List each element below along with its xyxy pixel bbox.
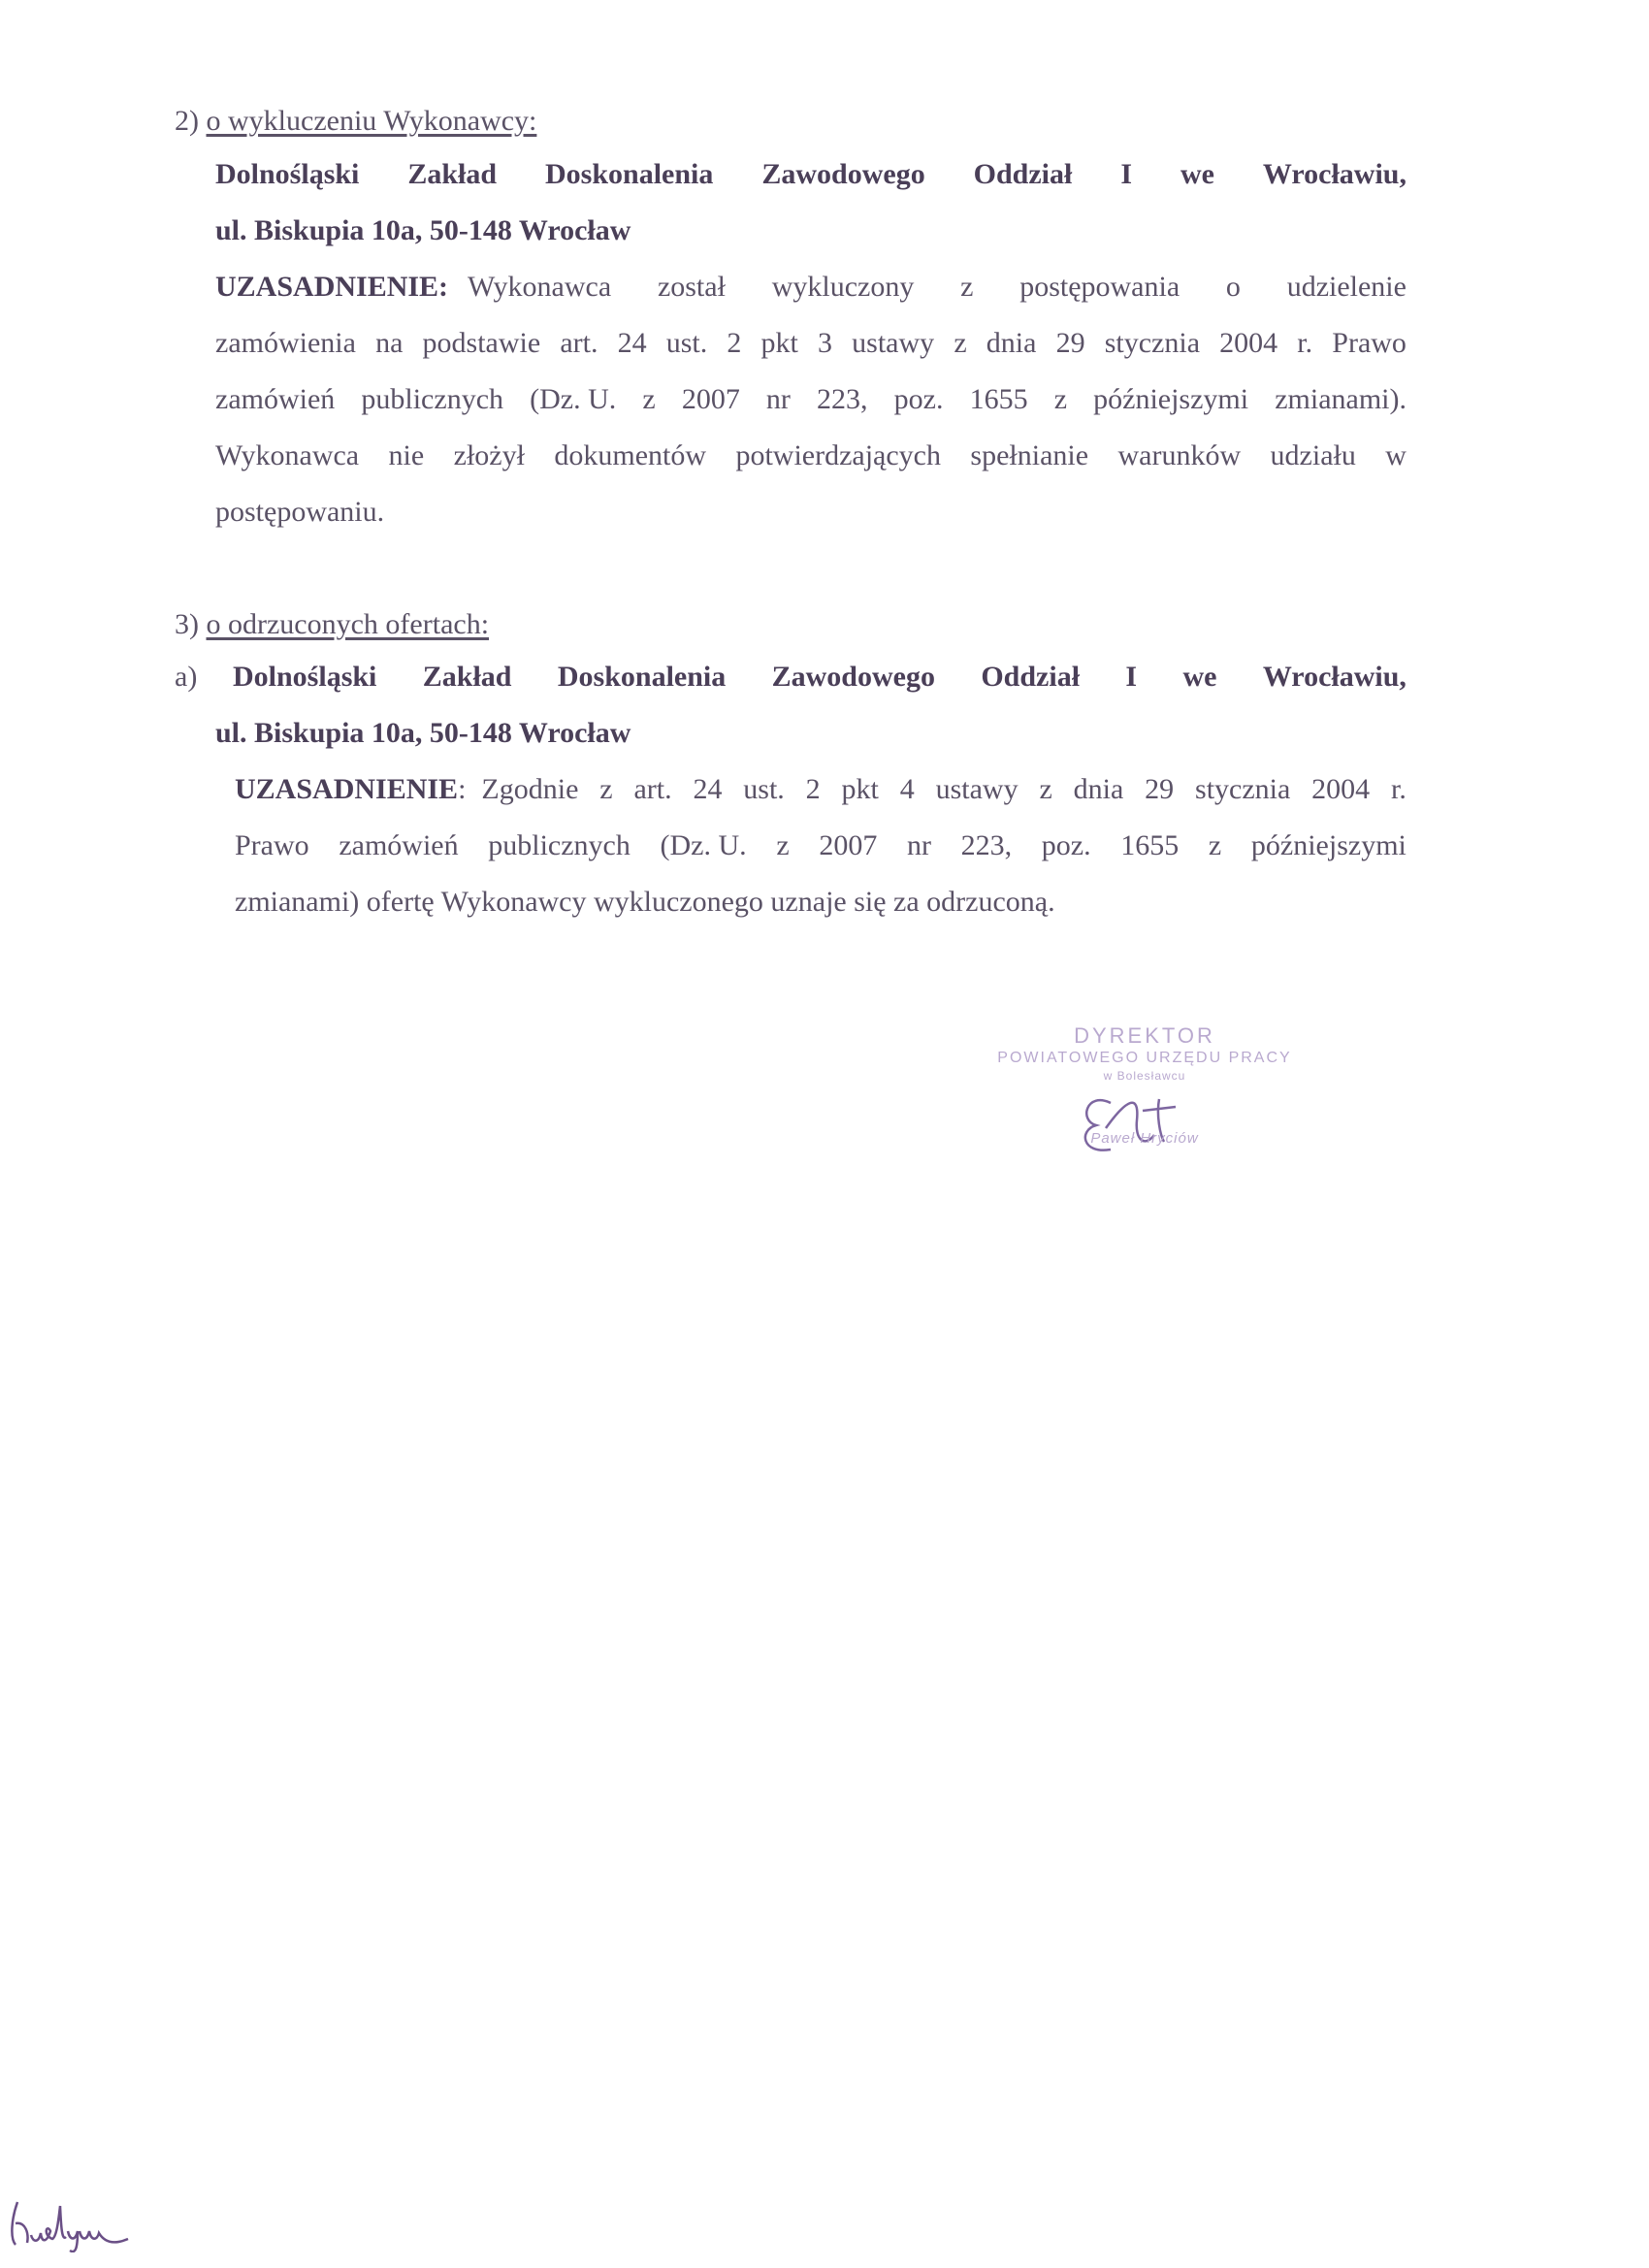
- section-3-heading: [175, 605, 489, 644]
- word: stycznia: [1195, 773, 1291, 805]
- word: Prawo: [235, 829, 309, 861]
- stamp-signatory-name: Paweł Hryciów: [1090, 1130, 1199, 1147]
- word: 1655: [969, 383, 1028, 415]
- section-2-body-line-1-words: [468, 268, 1406, 307]
- word: 24: [617, 327, 647, 359]
- word: r.: [1391, 773, 1406, 805]
- word: dnia: [1073, 773, 1124, 805]
- word: późniejszymi: [1093, 383, 1249, 415]
- section-3-company-address: ul. Biskupia 10a, 50-148 Wrocław: [215, 717, 631, 749]
- word: ust.: [665, 327, 708, 359]
- word: zmianami).: [1275, 383, 1406, 415]
- word: wykluczony: [771, 271, 915, 303]
- word: 2007: [819, 829, 878, 861]
- word: warunków: [1117, 439, 1242, 471]
- section-3-company-line-1: [233, 658, 1406, 697]
- word: 223,: [817, 383, 868, 415]
- word: podstawie: [422, 327, 541, 359]
- word: Doskonalenia: [557, 661, 727, 693]
- word: stycznia: [1104, 327, 1201, 359]
- word: poz.: [893, 383, 944, 415]
- word: we: [1180, 158, 1214, 190]
- word: późniejszymi: [1250, 829, 1406, 861]
- word: Dolnośląski: [233, 661, 377, 693]
- section-3-body-line-1: UZASADNIENIE: Zgodnie z art. 24 ust. 2 pkt 4 ustawy z dnia 29 stycznia 2004 r.: [235, 770, 1406, 809]
- word: poz.: [1041, 829, 1091, 861]
- section-2-title: o wykluczeniu Wykonawcy:: [206, 105, 537, 137]
- word: zamówień: [339, 829, 459, 861]
- stamp-office: POWIATOWEGO URZĘDU PRACY: [997, 1050, 1292, 1066]
- word: Doskonalenia: [545, 158, 714, 190]
- word: nr: [906, 829, 931, 861]
- word: we: [1182, 661, 1217, 693]
- word: ust.: [743, 773, 785, 805]
- word: zamówienia: [215, 327, 356, 359]
- word: 223,: [960, 829, 1013, 861]
- word: Wykonawca: [468, 271, 612, 303]
- word: 24: [693, 773, 723, 805]
- section-3-body-line-1-words: [481, 770, 1406, 809]
- word: art.: [633, 773, 672, 805]
- word: o: [1225, 271, 1241, 303]
- word: 2: [805, 773, 821, 805]
- word: z: [1039, 773, 1052, 805]
- word: z: [960, 271, 974, 303]
- word: Prawo: [1332, 327, 1406, 359]
- signature-icon: [1067, 1082, 1242, 1159]
- section-3-number: 3): [175, 608, 207, 640]
- word: dokumentów: [554, 439, 707, 471]
- word: Zakład: [407, 158, 498, 190]
- word: r.: [1297, 327, 1313, 359]
- word: art.: [560, 327, 598, 359]
- word: złożył: [453, 439, 525, 471]
- section-2-number: 2): [175, 105, 207, 137]
- word: Oddział: [973, 158, 1073, 190]
- word: potwierdzających: [735, 439, 941, 471]
- word: spełnianie: [970, 439, 1089, 471]
- section-3-title: o odrzuconych ofertach:: [206, 608, 490, 640]
- word: na: [375, 327, 404, 359]
- section-2-body-line-1: [215, 268, 1406, 307]
- word: z: [1053, 383, 1068, 415]
- word: 1655: [1120, 829, 1180, 861]
- word: Zgodnie: [481, 773, 579, 805]
- section-2-body-line-4: [215, 437, 1406, 475]
- word: udziału: [1270, 439, 1356, 471]
- word: został: [657, 271, 726, 303]
- section-2-justification-label: UZASADNIENIE:: [215, 271, 449, 303]
- word: 3: [818, 327, 833, 359]
- word: Zawodowego: [761, 158, 925, 190]
- handwritten-initials-icon: [8, 2194, 134, 2252]
- word: 29: [1055, 327, 1085, 359]
- word: z: [1208, 829, 1222, 861]
- word: Zakład: [422, 661, 512, 693]
- word: w: [1385, 439, 1406, 471]
- section-3-body-line-2: [235, 826, 1406, 865]
- word: 2007: [681, 383, 740, 415]
- section-2-body-line-5: postępowaniu.: [215, 496, 385, 528]
- word: Zawodowego: [771, 661, 935, 693]
- word: 29: [1145, 773, 1175, 805]
- section-3-item-marker: a): [175, 661, 198, 693]
- word: 2004: [1219, 327, 1278, 359]
- word: z: [599, 773, 613, 805]
- word: pkt: [841, 773, 879, 805]
- word: z: [954, 327, 967, 359]
- word: postępowania: [1019, 271, 1180, 303]
- section-2-heading: [175, 102, 536, 141]
- section-2-body-line-3: [215, 380, 1406, 419]
- word: Oddział: [981, 661, 1081, 693]
- section-3-justification-label: UZASADNIENIE: [235, 773, 459, 805]
- word: ustawy: [852, 327, 935, 359]
- word: Wykonawca: [215, 439, 360, 471]
- word: Dolnośląski: [215, 158, 360, 190]
- word: nie: [388, 439, 425, 471]
- word: z: [642, 383, 656, 415]
- section-2-body-line-2: [215, 324, 1406, 363]
- word: (Dz. U.: [660, 829, 747, 861]
- director-stamp: [970, 1023, 1319, 1169]
- word: ustawy: [935, 773, 1018, 805]
- word: 2: [727, 327, 742, 359]
- word: nr: [765, 383, 791, 415]
- word: Wrocławiu,: [1262, 158, 1406, 190]
- word: 4: [899, 773, 915, 805]
- word: publicznych: [488, 829, 630, 861]
- word: I: [1120, 158, 1132, 190]
- word: (Dz. U.: [530, 383, 617, 415]
- word: udzielenie: [1286, 271, 1406, 303]
- word: pkt: [760, 327, 798, 359]
- stamp-city: w Bolesławcu: [1103, 1069, 1186, 1083]
- section-2-company-address: ul. Biskupia 10a, 50-148 Wrocław: [215, 214, 631, 246]
- word: zamówień: [215, 383, 336, 415]
- word: dnia: [986, 327, 1037, 359]
- word: I: [1125, 661, 1138, 693]
- section-3-body-line-3: zmianami) ofertę Wykonawcy wykluczonego uznaje się za odrzuconą.: [235, 886, 1055, 918]
- word: z: [776, 829, 790, 861]
- stamp-title: DYREKTOR: [1074, 1023, 1215, 1048]
- word: 2004: [1311, 773, 1371, 805]
- section-2-company-line-1: [215, 155, 1406, 194]
- word: publicznych: [361, 383, 504, 415]
- word: Wrocławiu,: [1262, 661, 1406, 693]
